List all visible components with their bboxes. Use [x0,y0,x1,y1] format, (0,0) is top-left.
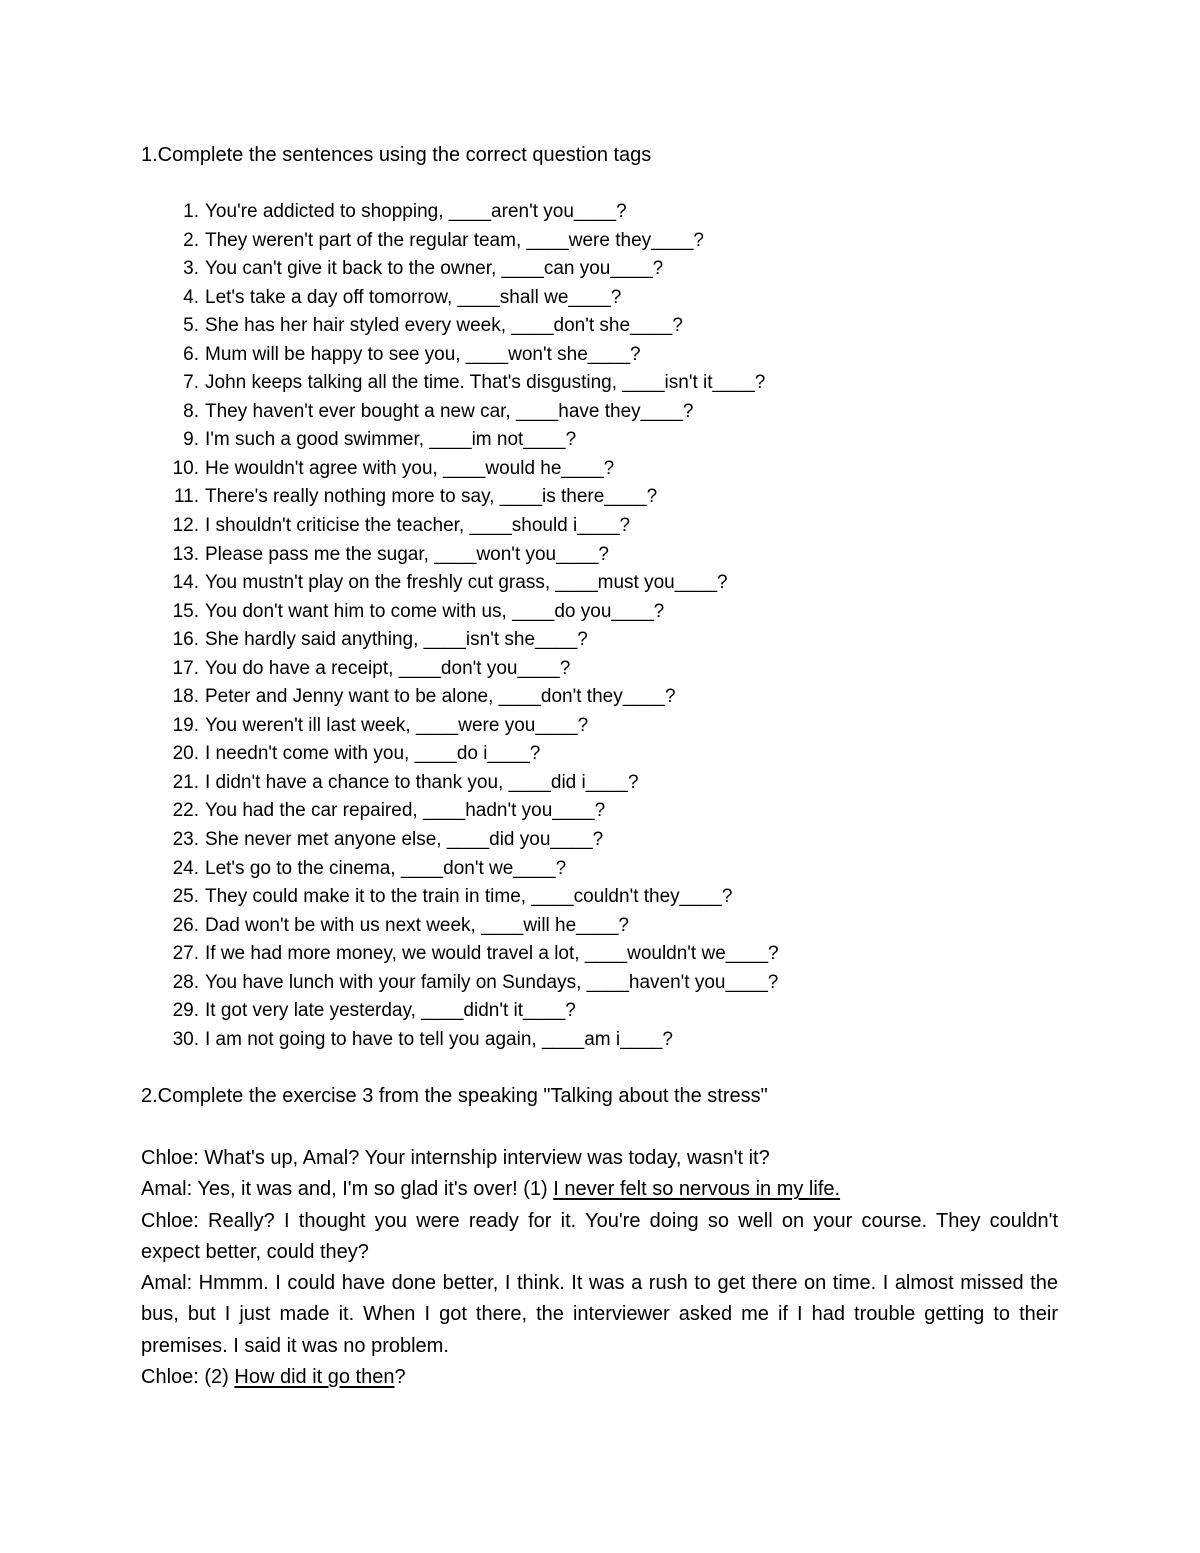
item-text: There's really nothing more to say, ____is there____? [205,486,658,508]
item-number: 9. [183,429,199,451]
item-text: I needn't come with you, ____do i____? [205,743,541,765]
item-number: 29. [172,1000,199,1022]
dialogue-line-amal-2: Amal: Hmmm. I could have done better, I think. It was a rush to get there on time. I almost missed the bus, but I just made it. When I got there, the interviewer asked me if I had trouble getting to their premises. I said it was no problem. [141,1272,1058,1357]
item-number: 16. [172,629,199,651]
item-number: 1. [183,201,199,222]
dialogue-line-amal-1 [141,1174,1058,1205]
list-item [141,797,1041,826]
item-number: 6. [183,343,199,365]
item-text: You weren't ill last week, ____were you____? [205,714,589,736]
item-text: If we had more money, we would travel a lot, ____wouldn't we____? [205,943,779,965]
item-text: I shouldn't criticise the teacher, ____should i____? [205,515,631,537]
list-item [141,712,1041,741]
item-number: 10. [172,457,199,479]
section-2-title: 2.Complete the exercise 3 from the speaking "Talking about the stress" [141,1085,768,1107]
list-item [141,284,1041,313]
dialogue-line-chloe-3 [141,1362,1058,1393]
item-number: 30. [172,1028,199,1050]
item-text: She hardly said anything, ____isn't she____? [205,629,588,651]
list-item [141,655,1041,684]
list-item [141,855,1041,884]
dialogue-text: Chloe: (2) [141,1366,235,1389]
list-item [141,940,1041,969]
item-text: He wouldn't agree with you, ____would he____? [205,457,615,479]
item-number: 3. [183,258,199,280]
list-item [141,969,1041,998]
list-item [141,255,1041,284]
item-text: She has her hair styled every week, ____don't she____? [205,315,683,337]
list-item [141,341,1041,370]
item-number: 27. [172,943,199,965]
item-text: You had the car repaired, ____hadn't you____? [205,800,606,822]
item-text: You don't want him to come with us, ____do you____? [205,600,665,622]
item-number: 26. [172,914,199,936]
dialogue-line-chloe-1: Chloe: What's up, Amal? Your internship interview was today, wasn't it? [141,1147,770,1169]
item-number: 11. [173,486,199,508]
item-number: 2. [183,229,199,251]
item-text: I'm such a good swimmer, ____im not____? [205,429,577,451]
list-item [141,826,1041,855]
item-number: 17. [172,657,199,679]
item-text: Mum will be happy to see you, ____won't she____? [205,343,641,365]
item-number: 13. [172,543,199,565]
dialogue [141,1143,1058,1393]
list-item [141,455,1041,484]
list-item [141,598,1041,627]
answer-1: I never felt so nervous in my life. [553,1178,841,1201]
list-item [141,912,1041,941]
question-tag-list [141,198,1041,1054]
list-item [141,426,1041,455]
item-text: You have lunch with your family on Sundays, ____haven't you____? [205,971,779,993]
list-item [141,312,1041,341]
list-item [141,569,1041,598]
item-number: 25. [172,886,199,908]
dialogue-line-chloe-2: Chloe: Really? I thought you were ready for it. You're doing so well on your course. They couldn't expect better, could they? [141,1209,1058,1263]
dialogue-text: ? [394,1366,406,1389]
item-number: 19. [172,714,199,736]
item-number: 22. [172,800,199,822]
list-item [141,398,1041,427]
list-item [141,198,1041,227]
list-item [141,1026,1041,1055]
item-text: John keeps talking all the time. That's disgusting, ____isn't it____? [205,372,766,394]
section-1-title: 1.Complete the sentences using the correct question tags [141,144,652,166]
item-number: 15. [172,600,199,622]
item-text: Dad won't be with us next week, ____will he____? [205,914,630,936]
item-text: I didn't have a chance to thank you, ____did i____? [205,771,639,793]
item-text: They haven't ever bought a new car, ____have they____? [205,400,694,422]
item-text: Let's go to the cinema, ____don't we____? [205,857,567,879]
list-item [141,227,1041,256]
item-text: Peter and Jenny want to be alone, ____don't they____? [205,686,676,708]
item-number: 12. [172,515,199,537]
item-text: You're addicted to shopping, ____aren't you____? [205,201,627,222]
item-number: 4. [183,286,199,308]
item-text: They could make it to the train in time, ____couldn't they____? [205,886,733,908]
item-text: You mustn't play on the freshly cut grass, ____must you____? [205,572,728,594]
item-text: Let's take a day off tomorrow, ____shall we____? [205,286,622,308]
item-number: 14. [172,572,199,594]
item-number: 20. [172,743,199,765]
list-item [141,483,1041,512]
item-number: 28. [172,971,199,993]
item-text: You can't give it back to the owner, ____can you____? [205,258,664,280]
list-item [141,626,1041,655]
list-item [141,541,1041,570]
item-text: I am not going to have to tell you again, ____am i____? [205,1028,673,1050]
item-number: 8. [183,400,199,422]
list-item [141,769,1041,798]
item-number: 18. [172,686,199,708]
dialogue-text: Amal: Yes, it was and, I'm so glad it's over! (1) [141,1178,554,1201]
list-item [141,740,1041,769]
item-text: It got very late yesterday, ____didn't it____? [205,1000,576,1022]
item-number: 24. [172,857,199,879]
item-text: They weren't part of the regular team, ____were they____? [205,229,704,251]
item-text: Please pass me the sugar, ____won't you____? [205,543,609,565]
answer-2: How did it go then [234,1366,395,1389]
item-number: 23. [172,829,199,851]
item-text: She never met anyone else, ____did you____? [205,829,604,851]
item-number: 21. [172,771,199,793]
list-item [141,683,1041,712]
item-number: 7. [183,372,199,394]
list-item [141,997,1041,1026]
list-item [141,512,1041,541]
item-number: 5. [183,315,199,337]
list-item [141,369,1041,398]
list-item [141,883,1041,912]
item-text: You do have a receipt, ____don't you____? [205,657,571,679]
